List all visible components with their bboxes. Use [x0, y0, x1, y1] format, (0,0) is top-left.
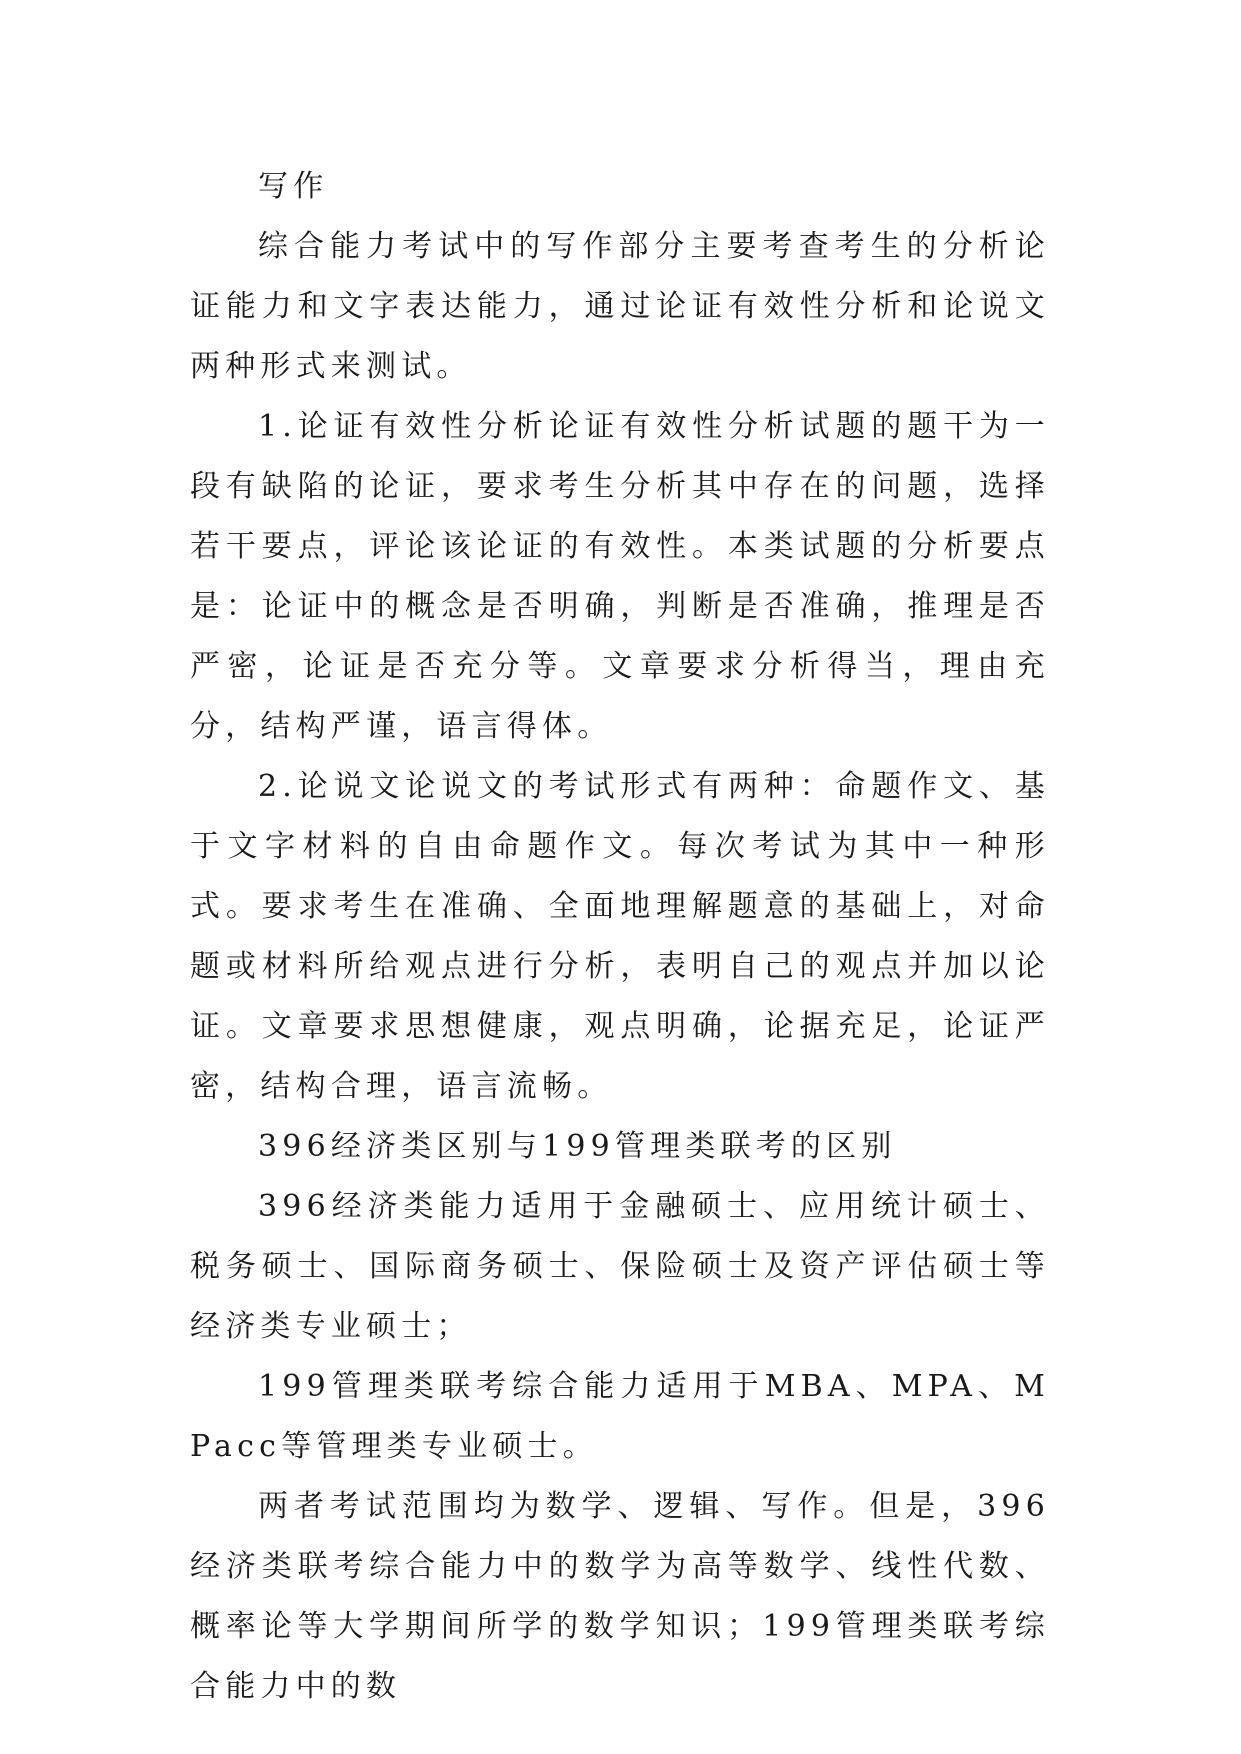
section-heading-396-vs-199: 396经济类区别与199管理类联考的区别 — [258, 1129, 897, 1164]
paragraph-199-scope: 199管理类联考综合能力适用于MBA、MPA、MPacc等管理类专业硕士。 — [190, 1369, 1050, 1464]
document-body — [190, 157, 1050, 1717]
paragraph-writing-intro: 综合能力考试中的写作部分主要考查考生的分析论证能力和文字表达能力，通过论证有效性分析和论说文两种形式来测试。 — [190, 229, 1050, 384]
paragraph-essay: 2.论说文论说文的考试形式有两种：命题作文、基于文字材料的自由命题作文。每次考试为其中一种形式。要求考生在准确、全面地理解题意的基础上，对命题或材料所给观点进行分析，表明自己的观点并加以论证。文章要求思想健康，观点明确，论据充足，论证严密，结构合理，语言流畅。 — [190, 769, 1050, 1104]
paragraph-exam-range: 两者考试范围均为数学、逻辑、写作。但是，396经济类联考综合能力中的数学为高等数学、线性代数、概率论等大学期间所学的数学知识；199管理类联考综合能力中的数 — [190, 1489, 1050, 1704]
section-heading-writing: 写作 — [258, 169, 329, 204]
paragraph-396-scope: 396经济类能力适用于金融硕士、应用统计硕士、税务硕士、国际商务硕士、保险硕士及资产评估硕士等经济类专业硕士； — [190, 1189, 1050, 1344]
paragraph-argument-analysis: 1.论证有效性分析论证有效性分析试题的题干为一段有缺陷的论证，要求考生分析其中存在的问题，选择若干要点，评论该论证的有效性。本类试题的分析要点是：论证中的概念是否明确，判断是否准确，推理是否严密，论证是否充分等。文章要求分析得当，理由充分，结构严谨，语言得体。 — [190, 409, 1050, 744]
